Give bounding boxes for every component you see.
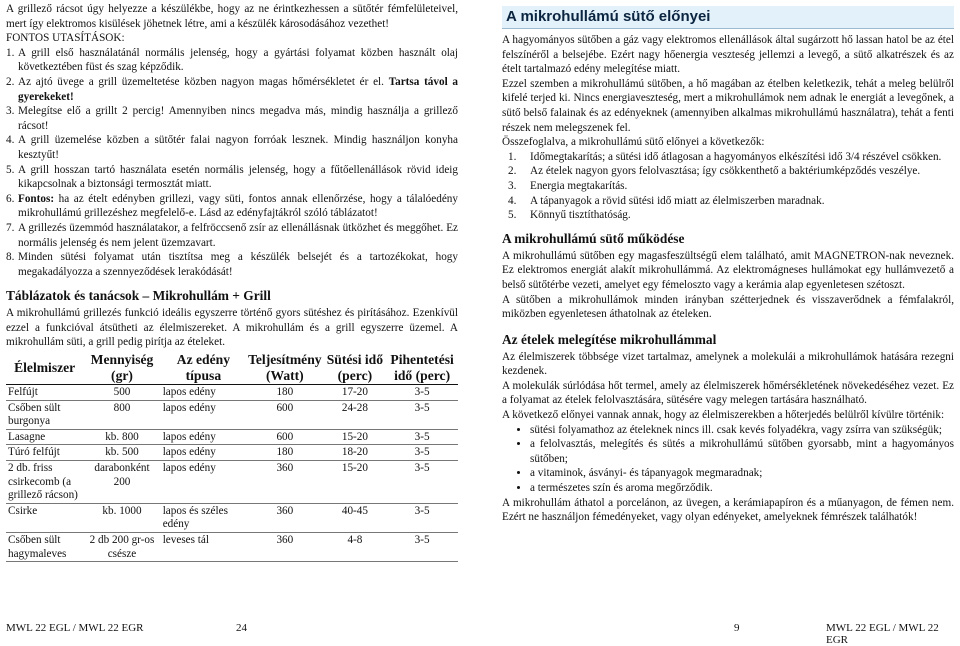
warning-number: 6. — [6, 192, 15, 205]
warning-number: 7. — [6, 221, 15, 234]
benefit-item — [502, 179, 954, 194]
benefit-number: 5. — [508, 209, 517, 222]
benefit-text: A tápanyagok a rövid sütési idő miatt az élelmiszerben maradnak. — [530, 194, 825, 207]
warning-text-plain: Az ajtó üvege a grill üzemeltetése közben nagyon magas hőmérsékletet ér el. — [18, 75, 389, 88]
warning-text-plain: A grill első használatánál normális jelenség, hogy a gyártási folyamat közben használt olaj következtében füst és szag képződik. — [18, 46, 458, 74]
warning-text-bold: Fontos: — [18, 192, 55, 205]
table-cell: 3-5 — [386, 503, 458, 532]
tables-intro: A mikrohullámú grillezés funkció ideális egyszerre történő gyors sütéshez és pirításához. Ezenkívül ezzel a funkcióval átsütheti az élelmiszereket. A mikrohullám és a grill egyszerre üzemel. A mikrohullám süti, a grill pedig pirítja az ételeket. — [6, 307, 458, 349]
cooking-table — [6, 352, 458, 562]
table-cell: 2 db. friss csirkecomb (a grillező rácson) — [6, 461, 83, 504]
right-footer-model: MWL 22 EGL / MWL 22 EGR — [826, 622, 939, 646]
table-cell: 3-5 — [386, 461, 458, 504]
benefit-number: 1. — [508, 150, 517, 163]
table-cell: 15-20 — [324, 429, 387, 445]
left-page — [6, 0, 458, 562]
warning-number: 4. — [6, 134, 15, 147]
heating-p2: A molekulák súrlódása hőt termel, amely az élelmiszerek hőmérsékletének növekedéséhez vezet. Ez a folyamat az ételek felolvasztására, sütésére vagy melegen tartására használható. — [502, 379, 954, 407]
table-cell: 360 — [246, 461, 324, 504]
working-p1: A mikrohullámú sütőben egy magasfeszültségű elem található, amit MAGNETRON-nak neveznek. Ez elektromos energiát alakít mikrohullámmá. Az elektromágneses hullámokat egy hullámvezető a belső sütőtérbe vezeti, amelyet egy fémeloszto vagy a kerámia alap egyenletesen szétoszt. — [502, 249, 954, 291]
benefit-text: Az ételek nagyon gyors felolvasztása; így csökkenthető a baktériumképződés veszélye. — [530, 165, 921, 178]
table-cell: 3-5 — [386, 533, 458, 562]
table-cell: Csirke — [6, 503, 83, 532]
warning-number: 2. — [6, 75, 15, 88]
warning-item — [6, 250, 458, 279]
table-row — [6, 400, 458, 429]
warning-number: 1. — [6, 46, 15, 59]
warning-text-plain: A grill üzemelése közben a sütőtér falai nagyon forróak lesznek. Mindig használjon konyha kesztyűt! — [18, 134, 458, 161]
heating-p4: A mikrohullám áthatol a porcelánon, az üvegen, a kerámiapapíron és a műanyagon, de fémen nem. Ezért ne használjon fémedényeket, vagy olyan edényeket, amelyeknek fémrészek találhatók! — [502, 496, 954, 524]
advantages-heading: A mikrohullámú sütő előnyei — [502, 6, 954, 29]
heating-heading: Az ételek melegítése mikrohullámmal — [502, 331, 717, 347]
heating-p3: A következő előnyei vannak annak, hogy az élelmiszerekben a hőterjedés belülről kívülre történik: — [502, 409, 945, 422]
table-cell: 18-20 — [324, 445, 387, 461]
warning-number: 5. — [6, 163, 15, 176]
warning-item — [6, 133, 458, 162]
table-cell: 180 — [246, 385, 324, 401]
benefit-item — [502, 208, 954, 223]
benefit-number: 3. — [508, 179, 517, 192]
table-row — [6, 385, 458, 401]
table-cell: 2 db 200 gr-os csésze — [83, 533, 160, 562]
warnings-list — [6, 46, 458, 280]
table-row — [6, 461, 458, 504]
table-cell: 15-20 — [324, 461, 387, 504]
table-cell: 180 — [246, 445, 324, 461]
left-footer-model: MWL 22 EGL / MWL 22 EGR — [6, 622, 144, 634]
warning-item — [6, 46, 458, 75]
table-cell: 360 — [246, 533, 324, 562]
table-header-cell: Teljesítmény (Watt) — [248, 352, 322, 384]
tables-title: Táblázatok és tanácsok – Mikrohullám + Grill — [6, 288, 271, 304]
table-cell: Felfújt — [6, 385, 83, 401]
intro-paragraph: A grillező rácsot úgy helyezze a készülékbe, hogy az ne érintkezhessen a sütőtér fémfelületeivel, mert így elektromos kisülések jöhetnek létre, ami a készülék károsodásához vezethet! — [6, 3, 458, 30]
table-cell: lapos edény — [161, 461, 246, 504]
benefit-item — [502, 164, 954, 179]
table-cell: 40-45 — [324, 503, 387, 532]
warning-text — [18, 163, 458, 192]
bullet-item: • sütési folyamathoz az ételeknek nincs ill. csak kevés folyadékra, vagy zsírra van szükségük; — [530, 423, 954, 438]
advantages-p2: Ezzel szemben a mikrohullámú sütőben, a hő magában az ételben keletkezik, tehát a meleg belülről kifelé terjed ki. Nincs energiaveszteség, mert a mikrohullámok nem adnak le energiát a levegőnek, a sütő belső falainak és az edényeknek (amennyiben alkalmas mikrohullámú használatra), tehát a fenti részek nem melegszenek fel. — [502, 77, 954, 134]
warning-item — [6, 192, 458, 221]
table-header-cell: Pihentetési idő (perc) — [386, 352, 458, 385]
table-cell: 500 — [83, 385, 160, 401]
warning-text-plain: Minden sütési folyamat után tisztítsa meg a készülék belsejét és a tartozékokat, hogy megakadályozza a szennyeződések lerakódását! — [18, 251, 458, 278]
benefit-item — [502, 194, 954, 209]
advantages-bullet-list — [502, 423, 954, 496]
table-cell: Túró felfújt — [6, 445, 83, 461]
benefit-text: Könnyű tisztíthatóság. — [530, 209, 631, 222]
table-row — [6, 533, 458, 562]
advantages-p3: Összefoglalva, a mikrohullámú sütő előnyei a következők: — [502, 136, 765, 149]
warning-text-plain: A grillezés üzemmód használatakor, a felfröccsenő zsír az ellenállásnak ütközhet és meggőhet. Ez normális jelenség és nem jelent üzemzavart. — [18, 221, 458, 249]
warning-text-plain: A grill hosszan tartó használata esetén normális jelenség, hogy a fűtőellenállások rövid ideig kikapcsolnak a biztonsági termosztát miatt. — [18, 163, 458, 191]
bullet-item: • a természetes szín és aroma megőrződik. — [530, 481, 954, 496]
table-cell: 3-5 — [386, 400, 458, 429]
table-cell: 3-5 — [386, 429, 458, 445]
warning-text — [18, 192, 458, 221]
warning-text-plain: Melegítse elő a grillt 2 percig! Amennyiben nincs megadva más, mindig használja a grillező rácsot! — [18, 105, 458, 132]
benefit-number: 4. — [508, 194, 517, 207]
table-row — [6, 445, 458, 461]
warning-item — [6, 163, 458, 192]
warning-text — [18, 75, 458, 104]
benefit-text: Energia megtakarítás. — [530, 179, 628, 192]
right-footer-page-number: 9 — [734, 622, 740, 634]
warnings-title: FONTOS UTASÍTÁSOK: — [6, 32, 125, 45]
table-header-cell: Az edény típusa — [161, 352, 246, 385]
table-cell: lapos edény — [161, 429, 246, 445]
table-cell: kb. 800 — [83, 429, 160, 445]
table-body — [6, 385, 458, 562]
table-header-cell: Élelmiszer — [6, 352, 83, 385]
table-header-cell: Mennyiség (gr) — [83, 352, 160, 385]
warning-text — [18, 221, 458, 250]
table-cell: lapos edény — [161, 385, 246, 401]
table-cell: darabonként 200 — [83, 461, 160, 504]
table-cell: leveses tál — [161, 533, 246, 562]
table-cell: 600 — [246, 429, 324, 445]
table-cell: 24-28 — [324, 400, 387, 429]
warning-text — [18, 133, 458, 162]
left-footer-page-number: 24 — [236, 622, 247, 634]
warning-item — [6, 221, 458, 250]
benefit-item — [502, 150, 954, 165]
working-p2: A sütőben a mikrohullámok minden irányban szétterjednek és visszaverődnek a fémfalakról, miközben egyenletesen áthatolnak az ételeken. — [502, 293, 954, 321]
working-heading: A mikrohullámú sütő működése — [502, 230, 685, 246]
benefits-list — [502, 150, 954, 223]
table-header-cell: Sütési idő (perc) — [324, 352, 387, 385]
table-cell: lapos edény — [161, 445, 246, 461]
table-row — [6, 503, 458, 532]
warning-text — [18, 250, 458, 279]
table-cell: lapos edény — [161, 400, 246, 429]
warning-text-plain: ha az ételt edényben grillezi, vagy süti, fontos annak ellenőrzése, hogy a tálalóedény mikrohullámú grillezéshez megfelelő-e. Lásd az edényfajtákról szóló táblázatot! — [18, 192, 458, 220]
table-cell: 17-20 — [324, 385, 387, 401]
table-cell: kb. 500 — [83, 445, 160, 461]
table-cell: Csőben sült burgonya — [6, 400, 83, 429]
table-header-row — [6, 352, 458, 385]
heating-p1: Az élelmiszerek többsége vizet tartalmaz, amelynek a molekulái a mikrohullámok hatására rezegni kezdenek. — [502, 350, 954, 378]
table-cell: 800 — [83, 400, 160, 429]
table-row — [6, 429, 458, 445]
table-cell: 3-5 — [386, 445, 458, 461]
table-cell: 600 — [246, 400, 324, 429]
table-cell: Lasagne — [6, 429, 83, 445]
table-cell: Csőben sült hagymaleves — [6, 533, 83, 562]
table-cell: 3-5 — [386, 385, 458, 401]
warning-item — [6, 104, 458, 133]
warning-text — [18, 46, 458, 75]
bullet-item: • a vitaminok, ásványi- és tápanyagok megmaradnak; — [530, 466, 954, 481]
warning-text-bold: Tartsa távol a gyerekeket! — [18, 75, 459, 103]
advantages-p1: A hagyományos sütőben a gáz vagy elektromos ellenállások által sugárzott hő lassan hatol be az étel felszínéről a belsejébe. Ezért nagy hőenergia veszteség jellemzi a levegő, a sütő alkatrészek és az ételt tartalmazó edény melegítése miatt. — [502, 34, 954, 76]
right-page — [502, 0, 954, 525]
warning-text — [18, 104, 458, 133]
table-cell: kb. 1000 — [83, 503, 160, 532]
table-cell: lapos és széles edény — [161, 503, 246, 532]
warning-item — [6, 75, 458, 104]
warning-number: 8. — [6, 251, 15, 264]
benefit-text: Időmegtakarítás; a sütési idő átlagosan a hagyományos elkészítési idő 3/4 részével csökken. — [530, 150, 942, 163]
bullet-item: • a felolvasztás, melegítés és sütés a mikrohullámú sütőben gyorsabb, mint a hagyományos sütőben; — [530, 437, 954, 466]
benefit-number: 2. — [508, 165, 517, 178]
table-cell: 360 — [246, 503, 324, 532]
warning-number: 3. — [6, 105, 15, 118]
table-cell: 4-8 — [324, 533, 387, 562]
